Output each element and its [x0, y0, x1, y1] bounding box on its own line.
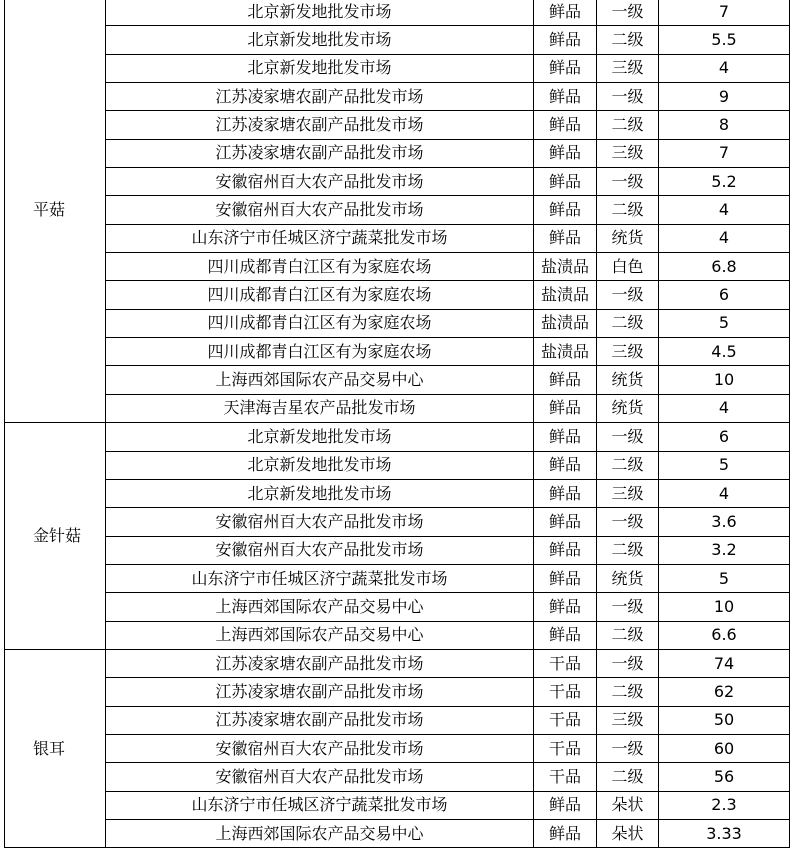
table-row — [5, 706, 790, 734]
grade-cell: 三级 — [597, 479, 659, 507]
form-cell: 鲜品 — [534, 111, 597, 139]
grade-cell: 一级 — [597, 734, 659, 762]
price-cell: 50 — [659, 706, 790, 734]
price-cell: 56 — [659, 763, 790, 791]
table-row — [5, 621, 790, 649]
form-cell: 鲜品 — [534, 83, 597, 111]
grade-cell: 统货 — [597, 366, 659, 394]
table-row — [5, 678, 790, 706]
table-row — [5, 139, 790, 167]
table-row — [5, 309, 790, 337]
market-cell: 北京新发地批发市场 — [106, 423, 534, 451]
price-cell: 60 — [659, 734, 790, 762]
form-cell: 鲜品 — [534, 621, 597, 649]
grade-cell: 三级 — [597, 706, 659, 734]
market-cell: 安徽宿州百大农产品批发市场 — [106, 196, 534, 224]
price-cell: 2.3 — [659, 791, 790, 819]
grade-cell: 二级 — [597, 451, 659, 479]
market-cell: 四川成都青白江区有为家庭农场 — [106, 309, 534, 337]
market-cell: 四川成都青白江区有为家庭农场 — [106, 253, 534, 281]
table-row — [5, 536, 790, 564]
form-cell: 盐渍品 — [534, 253, 597, 281]
form-cell: 鲜品 — [534, 791, 597, 819]
form-cell: 干品 — [534, 734, 597, 762]
table-row — [5, 224, 790, 252]
price-cell: 3.6 — [659, 508, 790, 536]
table-row — [5, 649, 790, 677]
price-cell: 5.2 — [659, 168, 790, 196]
form-cell: 鲜品 — [534, 536, 597, 564]
form-cell: 干品 — [534, 706, 597, 734]
price-cell: 4 — [659, 224, 790, 252]
grade-cell: 二级 — [597, 309, 659, 337]
price-cell: 8 — [659, 111, 790, 139]
market-cell: 北京新发地批发市场 — [106, 54, 534, 82]
market-cell: 安徽宿州百大农产品批发市场 — [106, 536, 534, 564]
table-row — [5, 593, 790, 621]
table-row — [5, 253, 790, 281]
table-row — [5, 0, 790, 26]
form-cell: 盐渍品 — [534, 338, 597, 366]
price-cell: 3.33 — [659, 819, 790, 847]
table-row — [5, 763, 790, 791]
market-cell: 山东济宁市任城区济宁蔬菜批发市场 — [106, 564, 534, 592]
market-cell: 上海西郊国际农产品交易中心 — [106, 819, 534, 847]
table-row — [5, 54, 790, 82]
product-cell: 银耳 — [5, 649, 106, 847]
table-row — [5, 168, 790, 196]
market-cell: 山东济宁市任城区济宁蔬菜批发市场 — [106, 224, 534, 252]
grade-cell: 二级 — [597, 621, 659, 649]
grade-cell: 一级 — [597, 593, 659, 621]
price-cell: 6 — [659, 281, 790, 309]
price-cell: 6.6 — [659, 621, 790, 649]
market-cell: 江苏凌家塘农副产品批发市场 — [106, 111, 534, 139]
market-cell: 安徽宿州百大农产品批发市场 — [106, 734, 534, 762]
form-cell: 鲜品 — [534, 508, 597, 536]
price-cell: 4 — [659, 394, 790, 422]
form-cell: 鲜品 — [534, 423, 597, 451]
table-row — [5, 791, 790, 819]
table-row — [5, 479, 790, 507]
form-cell: 鲜品 — [534, 564, 597, 592]
grade-cell: 三级 — [597, 139, 659, 167]
table-row — [5, 734, 790, 762]
grade-cell: 三级 — [597, 54, 659, 82]
price-cell: 4 — [659, 479, 790, 507]
market-cell: 北京新发地批发市场 — [106, 479, 534, 507]
table-row — [5, 281, 790, 309]
grade-cell: 三级 — [597, 338, 659, 366]
market-cell: 北京新发地批发市场 — [106, 451, 534, 479]
price-cell: 6.8 — [659, 253, 790, 281]
grade-cell: 朵状 — [597, 819, 659, 847]
form-cell: 干品 — [534, 763, 597, 791]
form-cell: 干品 — [534, 649, 597, 677]
grade-cell: 二级 — [597, 111, 659, 139]
table-row — [5, 196, 790, 224]
form-cell: 盐渍品 — [534, 281, 597, 309]
market-cell: 上海西郊国际农产品交易中心 — [106, 593, 534, 621]
grade-cell: 二级 — [597, 536, 659, 564]
form-cell: 盐渍品 — [534, 309, 597, 337]
market-cell: 江苏凌家塘农副产品批发市场 — [106, 706, 534, 734]
price-cell: 10 — [659, 366, 790, 394]
market-cell: 天津海吉星农产品批发市场 — [106, 394, 534, 422]
grade-cell: 一级 — [597, 0, 659, 26]
table-row — [5, 508, 790, 536]
grade-cell: 一级 — [597, 508, 659, 536]
grade-cell: 一级 — [597, 168, 659, 196]
market-cell: 四川成都青白江区有为家庭农场 — [106, 281, 534, 309]
market-cell: 四川成都青白江区有为家庭农场 — [106, 338, 534, 366]
price-cell: 4 — [659, 54, 790, 82]
price-cell: 4 — [659, 196, 790, 224]
grade-cell: 白色 — [597, 253, 659, 281]
form-cell: 鲜品 — [534, 26, 597, 54]
grade-cell: 一级 — [597, 281, 659, 309]
price-cell: 6 — [659, 423, 790, 451]
price-cell: 4.5 — [659, 338, 790, 366]
market-cell: 安徽宿州百大农产品批发市场 — [106, 508, 534, 536]
price-cell: 10 — [659, 593, 790, 621]
market-cell: 上海西郊国际农产品交易中心 — [106, 366, 534, 394]
price-table — [4, 0, 790, 848]
grade-cell: 一级 — [597, 423, 659, 451]
grade-cell: 二级 — [597, 763, 659, 791]
form-cell: 鲜品 — [534, 0, 597, 26]
price-cell: 5 — [659, 309, 790, 337]
grade-cell: 统货 — [597, 394, 659, 422]
price-cell: 5 — [659, 451, 790, 479]
price-cell: 7 — [659, 139, 790, 167]
form-cell: 鲜品 — [534, 366, 597, 394]
product-cell: 金针菇 — [5, 423, 106, 650]
form-cell: 鲜品 — [534, 451, 597, 479]
price-cell: 62 — [659, 678, 790, 706]
table-row — [5, 366, 790, 394]
form-cell: 鲜品 — [534, 593, 597, 621]
form-cell: 鲜品 — [534, 139, 597, 167]
table-row — [5, 451, 790, 479]
market-cell: 北京新发地批发市场 — [106, 26, 534, 54]
market-cell: 江苏凌家塘农副产品批发市场 — [106, 83, 534, 111]
market-cell: 北京新发地批发市场 — [106, 0, 534, 26]
product-cell: 平菇 — [5, 0, 106, 423]
table-row — [5, 423, 790, 451]
market-cell: 安徽宿州百大农产品批发市场 — [106, 168, 534, 196]
grade-cell: 二级 — [597, 678, 659, 706]
market-cell: 江苏凌家塘农副产品批发市场 — [106, 649, 534, 677]
grade-cell: 统货 — [597, 224, 659, 252]
market-cell: 安徽宿州百大农产品批发市场 — [106, 763, 534, 791]
price-cell: 9 — [659, 83, 790, 111]
form-cell: 鲜品 — [534, 54, 597, 82]
form-cell: 鲜品 — [534, 479, 597, 507]
form-cell: 鲜品 — [534, 196, 597, 224]
form-cell: 鲜品 — [534, 224, 597, 252]
price-cell: 5 — [659, 564, 790, 592]
price-cell: 74 — [659, 649, 790, 677]
grade-cell: 朵状 — [597, 791, 659, 819]
grade-cell: 二级 — [597, 26, 659, 54]
grade-cell: 二级 — [597, 196, 659, 224]
market-cell: 江苏凌家塘农副产品批发市场 — [106, 139, 534, 167]
market-cell: 山东济宁市任城区济宁蔬菜批发市场 — [106, 791, 534, 819]
form-cell: 鲜品 — [534, 819, 597, 847]
grade-cell: 一级 — [597, 83, 659, 111]
table-row — [5, 83, 790, 111]
form-cell: 干品 — [534, 678, 597, 706]
price-table-body — [5, 0, 790, 848]
market-cell: 江苏凌家塘农副产品批发市场 — [106, 678, 534, 706]
form-cell: 鲜品 — [534, 168, 597, 196]
table-row — [5, 26, 790, 54]
table-row — [5, 338, 790, 366]
table-row — [5, 111, 790, 139]
table-row — [5, 564, 790, 592]
grade-cell: 统货 — [597, 564, 659, 592]
form-cell: 鲜品 — [534, 394, 597, 422]
price-cell: 5.5 — [659, 26, 790, 54]
table-row — [5, 394, 790, 422]
table-row — [5, 819, 790, 847]
grade-cell: 一级 — [597, 649, 659, 677]
market-cell: 上海西郊国际农产品交易中心 — [106, 621, 534, 649]
price-cell: 3.2 — [659, 536, 790, 564]
price-cell: 7 — [659, 0, 790, 26]
